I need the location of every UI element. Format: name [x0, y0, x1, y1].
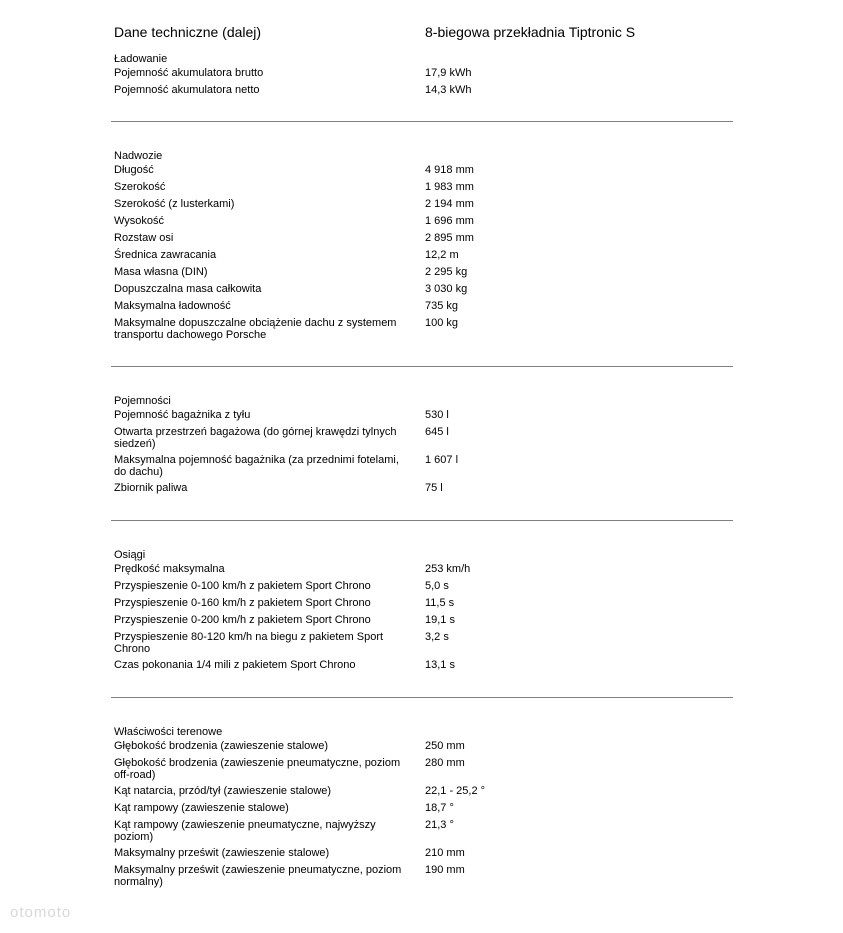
- spec-label: Długość: [114, 164, 154, 176]
- section-performance: [114, 547, 734, 677]
- section-divider: [111, 121, 733, 122]
- spec-label: Średnica zawracania: [114, 249, 217, 261]
- section-title: Pojemności: [114, 395, 171, 407]
- spec-value: 13,1 s: [425, 659, 455, 671]
- section-divider: [111, 366, 733, 367]
- spec-label: Prędkość maksymalna: [114, 563, 225, 575]
- spec-value: 11,5 s: [425, 597, 455, 609]
- spec-value: 530 l: [425, 409, 449, 421]
- spec-value: 1 696 mm: [425, 215, 474, 227]
- spec-row: [114, 820, 734, 848]
- spec-row: [114, 803, 734, 820]
- spec-label: Maksymalna pojemność bagażnika (za przednimi fotelami, do dachu): [114, 454, 399, 478]
- spec-value: 210 mm: [425, 847, 465, 859]
- spec-label: Maksymalny prześwit (zawieszenie stalowe): [114, 847, 330, 859]
- spec-label: Głębokość brodzenia (zawieszenie stalowe): [114, 740, 328, 752]
- spec-row: [114, 85, 734, 102]
- spec-row: [114, 68, 734, 85]
- spec-row: [114, 660, 734, 677]
- spec-row: [114, 284, 734, 301]
- spec-label: Szerokość: [114, 181, 166, 193]
- spec-label: Kąt natarcia, przód/tył (zawieszenie stalowe): [114, 785, 332, 797]
- spec-value: 12,2 m: [425, 249, 459, 261]
- spec-label: Masa własna (DIN): [114, 266, 208, 278]
- spec-value: 735 kg: [425, 300, 459, 312]
- spec-label: Przyspieszenie 0-200 km/h z pakietem Sport Chrono: [114, 614, 371, 626]
- spec-label: Zbiornik paliwa: [114, 482, 188, 494]
- document-title: Dane techniczne (dalej): [114, 24, 262, 40]
- spec-row: [114, 233, 734, 250]
- transmission-title: 8-biegowa przekładnia Tiptronic S: [425, 24, 636, 40]
- spec-value: 17,9 kWh: [425, 67, 472, 79]
- spec-label: Wysokość: [114, 215, 165, 227]
- watermark-logo: otomoto: [10, 904, 72, 921]
- spec-row: [114, 455, 734, 483]
- spec-row: [114, 598, 734, 615]
- spec-label: Otwarta przestrzeń bagażowa (do górnej krawędzi tylnych siedzeń): [114, 426, 397, 450]
- spec-row: [114, 632, 734, 660]
- section-divider: [111, 520, 733, 521]
- spec-row: [114, 615, 734, 632]
- spec-label: Szerokość (z lusterkami): [114, 198, 235, 210]
- spec-value: 14,3 kWh: [425, 84, 472, 96]
- section-title: Osiągi: [114, 549, 146, 561]
- spec-value: 2 295 kg: [425, 266, 468, 278]
- spec-label: Maksymalny prześwit (zawieszenie pneumatyczne, poziom normalny): [114, 864, 402, 888]
- spec-row: [114, 848, 734, 865]
- section-title: Nadwozie: [114, 150, 163, 162]
- spec-row: [114, 410, 734, 427]
- spec-value: 2 895 mm: [425, 232, 474, 244]
- spec-label: Pojemność akumulatora netto: [114, 84, 260, 96]
- spec-row: [114, 581, 734, 598]
- spec-row: [114, 318, 734, 346]
- spec-label: Dopuszczalna masa całkowita: [114, 283, 262, 295]
- spec-value: 3,2 s: [425, 631, 449, 643]
- spec-label: Przyspieszenie 80-120 km/h na biegu z pakietem Sport Chrono: [114, 631, 384, 655]
- spec-label: Kąt rampowy (zawieszenie pneumatyczne, najwyższy poziom): [114, 819, 376, 843]
- spec-label: Czas pokonania 1/4 mili z pakietem Sport Chrono: [114, 659, 356, 671]
- spec-value: 250 mm: [425, 740, 465, 752]
- spec-row: [114, 865, 734, 893]
- spec-value: 21,3 °: [425, 819, 454, 831]
- spec-label: Maksymalne dopuszczalne obciążenie dachu z systemem transportu dachowego Porsche: [114, 317, 397, 341]
- spec-label: Pojemność akumulatora brutto: [114, 67, 264, 79]
- spec-value: 645 l: [425, 426, 449, 438]
- spec-value: 280 mm: [425, 757, 465, 769]
- document-header: [114, 24, 734, 44]
- spec-value: 75 l: [425, 482, 443, 494]
- section-title: Właściwości terenowe: [114, 726, 223, 738]
- section-body: [114, 148, 734, 346]
- spec-value: 1 983 mm: [425, 181, 474, 193]
- spec-value: 1 607 l: [425, 454, 459, 466]
- spec-row: [114, 216, 734, 233]
- spec-row: [114, 741, 734, 758]
- spec-row: [114, 301, 734, 318]
- section-offroad: [114, 724, 734, 893]
- section-title: Ładowanie: [114, 53, 168, 65]
- section-charging: [114, 51, 734, 102]
- spec-value: 253 km/h: [425, 563, 471, 575]
- spec-value: 100 kg: [425, 317, 459, 329]
- spec-value: 18,7 °: [425, 802, 454, 814]
- spec-row: [114, 758, 734, 786]
- section-divider: [111, 697, 733, 698]
- spec-value: 19,1 s: [425, 614, 455, 626]
- spec-value: 22,1 - 25,2 °: [425, 785, 486, 797]
- spec-row: [114, 267, 734, 284]
- spec-row: [114, 786, 734, 803]
- spec-row: [114, 483, 734, 500]
- spec-row: [114, 564, 734, 581]
- spec-label: Przyspieszenie 0-160 km/h z pakietem Sport Chrono: [114, 597, 371, 609]
- spec-value: 190 mm: [425, 864, 465, 876]
- spec-label: Głębokość brodzenia (zawieszenie pneumatyczne, poziom off-road): [114, 757, 401, 781]
- spec-label: Rozstaw osi: [114, 232, 174, 244]
- spec-row: [114, 199, 734, 216]
- spec-label: Pojemność bagażnika z tyłu: [114, 409, 251, 421]
- spec-label: Przyspieszenie 0-100 km/h z pakietem Sport Chrono: [114, 580, 371, 592]
- section-capacities: [114, 393, 734, 500]
- spec-row: [114, 250, 734, 267]
- spec-row: [114, 427, 734, 455]
- spec-row: [114, 165, 734, 182]
- spec-value: 3 030 kg: [425, 283, 468, 295]
- spec-value: 5,0 s: [425, 580, 449, 592]
- spec-value: 2 194 mm: [425, 198, 474, 210]
- spec-label: Kąt rampowy (zawieszenie stalowe): [114, 802, 289, 814]
- spec-row: [114, 182, 734, 199]
- spec-label: Maksymalna ładowność: [114, 300, 231, 312]
- spec-value: 4 918 mm: [425, 164, 474, 176]
